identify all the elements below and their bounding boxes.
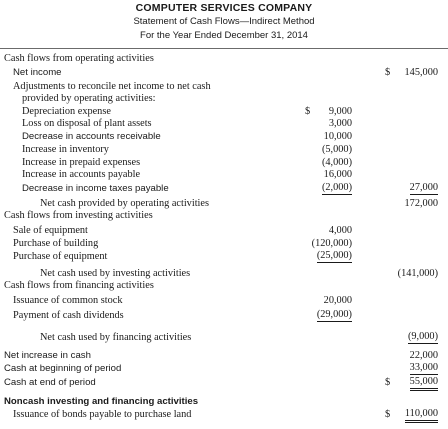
net-financing-value: (9,000) [407, 331, 438, 342]
net-operating-value: 172,000 [404, 198, 438, 209]
bonds-issuance-value: 110,000 [405, 408, 438, 423]
increase-inventory-label: Increase in inventory [22, 144, 109, 155]
loss-disposal-row [0, 117, 448, 130]
net-financing-row [0, 331, 448, 344]
operating-section-heading: Cash flows from operating activities [4, 53, 154, 64]
decrease-receivable-value: 10,000 [323, 131, 352, 142]
cash-end-dollar-sign: $ [385, 377, 391, 388]
purchase-building-label: Purchase of building [13, 238, 99, 249]
statement-period: For the Year Ended December 31, 2014 [140, 30, 308, 41]
cash-dividends-value: (29,000) [316, 309, 352, 320]
net-increase-cash-label: Net increase in cash [4, 350, 91, 361]
cash-end-row [0, 376, 448, 389]
noncash-heading-row [0, 395, 448, 408]
adjustments-label-line-2: provided by operating activities: [22, 93, 156, 104]
purchase-building-value: (120,000) [311, 238, 352, 249]
operating-section-heading-row [0, 52, 448, 65]
noncash-section-heading: Noncash investing and financing activities [4, 396, 199, 407]
depreciation-dollar-sign: $ [305, 106, 311, 117]
adjustments-label-line-1: Adjustments to reconcile net income to net cash [13, 81, 211, 92]
increase-inventory-value: (5,000) [321, 144, 352, 155]
increase-prepaid-label: Increase in prepaid expenses [22, 157, 141, 168]
statement-title: Statement of Cash Flows—Indirect Method [133, 16, 315, 27]
net-financing-label: Net cash used by financing activities [40, 332, 192, 343]
cash-end-label: Cash at end of period [4, 377, 96, 388]
decrease-receivable-label: Decrease in accounts receivable [22, 131, 161, 142]
net-income-label: Net income [13, 67, 62, 78]
issuance-stock-value: 20,000 [323, 295, 352, 306]
company-name: COMPUTER SERVICES COMPANY [135, 2, 313, 14]
loss-disposal-label: Loss on disposal of plant assets [22, 118, 152, 129]
sale-equipment-value: 4,000 [328, 225, 352, 236]
sale-equipment-row [0, 224, 448, 237]
increase-inventory-row [0, 143, 448, 156]
loss-disposal-value: 3,000 [328, 118, 352, 129]
adjustments-row-2 [0, 92, 448, 105]
bonds-issuance-row [0, 408, 448, 421]
header-divider [0, 48, 448, 49]
issuance-stock-row [0, 294, 448, 307]
issuance-stock-label: Issuance of common stock [13, 295, 123, 306]
investing-section-heading: Cash flows from investing activities [4, 210, 153, 221]
purchase-building-row [0, 237, 448, 250]
decrease-taxes-label: Decrease in income taxes payable [22, 183, 169, 194]
cash-beginning-value: 33,000 [409, 362, 438, 373]
increase-prepaid-value: (4,000) [321, 157, 352, 168]
net-investing-value: (141,000) [397, 268, 438, 279]
cash-beginning-label: Cash at beginning of period [4, 363, 122, 374]
decrease-taxes-row [0, 182, 448, 195]
increase-payable-label: Increase in accounts payable [22, 169, 141, 180]
depreciation-label: Depreciation expense [22, 106, 111, 117]
financing-section-heading: Cash flows from financing activities [4, 280, 154, 291]
bonds-issuance-label: Issuance of bonds payable to purchase land [13, 409, 192, 420]
cash-end-value: 55,000 [410, 376, 438, 391]
net-investing-label: Net cash used by investing activities [40, 268, 191, 279]
purchase-equipment-label: Purchase of equipment [13, 251, 108, 262]
increase-payable-row [0, 168, 448, 181]
decrease-receivable-row [0, 130, 448, 143]
increase-payable-value: 16,000 [323, 169, 352, 180]
cash-dividends-row [0, 309, 448, 322]
cash-beginning-row [0, 362, 448, 375]
net-increase-cash-row [0, 349, 448, 362]
net-operating-label: Net cash provided by operating activities [40, 198, 209, 209]
financing-section-heading-row [0, 279, 448, 292]
net-increase-cash-value: 22,000 [409, 350, 438, 361]
net-income-dollar-sign: $ [385, 67, 391, 78]
net-income-row [0, 66, 448, 79]
depreciation-value: 9,000 [328, 106, 352, 117]
adjustments-total-value: 27,000 [409, 182, 438, 193]
net-income-value: 145,000 [404, 67, 438, 78]
sale-equipment-label: Sale of equipment [13, 225, 88, 236]
purchase-equipment-row [0, 250, 448, 263]
cash-dividends-label: Payment of cash dividends [13, 310, 124, 321]
bonds-issuance-dollar-sign: $ [385, 409, 391, 420]
decrease-taxes-value: (2,000) [321, 182, 352, 193]
purchase-equipment-value: (25,000) [316, 250, 352, 261]
investing-section-heading-row [0, 209, 448, 222]
